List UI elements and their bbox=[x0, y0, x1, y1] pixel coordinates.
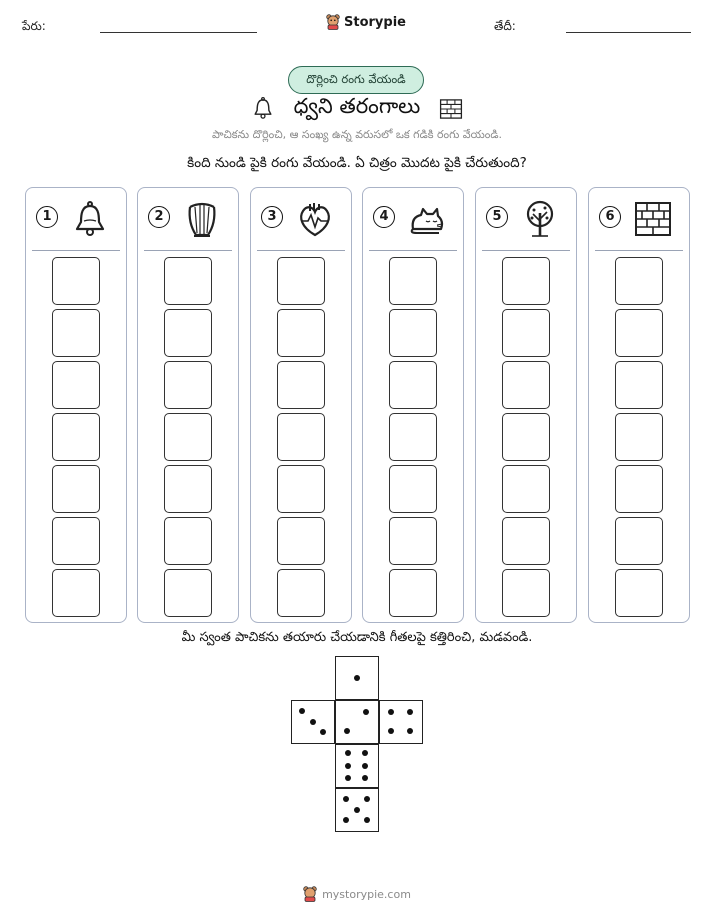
color-cell[interactable] bbox=[52, 465, 100, 513]
color-cell[interactable] bbox=[389, 465, 437, 513]
bell-icon bbox=[250, 96, 276, 122]
tree-icon bbox=[520, 199, 560, 239]
color-cell[interactable] bbox=[502, 309, 550, 357]
column-4 bbox=[362, 187, 464, 623]
color-cell[interactable] bbox=[502, 465, 550, 513]
die-face-six bbox=[335, 744, 379, 788]
column-header bbox=[363, 188, 463, 250]
color-cell[interactable] bbox=[277, 517, 325, 565]
color-cell[interactable] bbox=[615, 309, 663, 357]
color-cell[interactable] bbox=[52, 517, 100, 565]
column-2 bbox=[137, 187, 239, 623]
color-cell[interactable] bbox=[277, 309, 325, 357]
color-cell[interactable] bbox=[164, 413, 212, 461]
die-face-three bbox=[291, 700, 335, 744]
heart-icon bbox=[295, 199, 335, 239]
brick-wall-icon bbox=[438, 96, 464, 122]
color-cell[interactable] bbox=[502, 257, 550, 305]
column-header bbox=[26, 188, 126, 250]
column-number: 6 bbox=[599, 206, 621, 228]
sleeping-cat-icon bbox=[407, 199, 447, 239]
color-cell[interactable] bbox=[52, 361, 100, 409]
column-6 bbox=[588, 187, 690, 623]
die-pip bbox=[320, 729, 326, 735]
color-cell[interactable] bbox=[52, 413, 100, 461]
name-line[interactable] bbox=[100, 32, 257, 33]
cut-instruction: మీ స్వంత పాచికను తయారు చేయడానికి గీతలపై కత్తిరించి, మడవండి. bbox=[181, 630, 533, 645]
color-cell[interactable] bbox=[615, 465, 663, 513]
die-pip bbox=[364, 817, 370, 823]
title-row bbox=[0, 96, 714, 122]
die-pip bbox=[388, 709, 394, 715]
column-number: 4 bbox=[373, 206, 395, 228]
die-pip bbox=[362, 775, 368, 781]
column-3 bbox=[250, 187, 352, 623]
color-cell[interactable] bbox=[502, 361, 550, 409]
die-pip bbox=[354, 675, 360, 681]
color-cell[interactable] bbox=[502, 413, 550, 461]
color-cell[interactable] bbox=[502, 517, 550, 565]
die-pip bbox=[345, 775, 351, 781]
die-face-one bbox=[335, 656, 379, 700]
color-cell[interactable] bbox=[164, 517, 212, 565]
color-cell[interactable] bbox=[615, 413, 663, 461]
color-cell[interactable] bbox=[277, 413, 325, 461]
die-face-four bbox=[379, 700, 423, 744]
brand-logo bbox=[326, 14, 406, 30]
color-cell[interactable] bbox=[164, 257, 212, 305]
die-pip bbox=[310, 719, 316, 725]
bear-mascot-icon bbox=[326, 14, 340, 30]
column-divider bbox=[369, 250, 457, 251]
color-cell[interactable] bbox=[615, 569, 663, 617]
die-pip bbox=[354, 807, 360, 813]
harp-icon bbox=[182, 199, 222, 239]
die-pip bbox=[345, 763, 351, 769]
color-cell[interactable] bbox=[502, 569, 550, 617]
column-divider bbox=[482, 250, 570, 251]
color-cell[interactable] bbox=[164, 465, 212, 513]
column-header bbox=[476, 188, 576, 250]
color-cell[interactable] bbox=[277, 361, 325, 409]
die-pip bbox=[388, 728, 394, 734]
bear-mascot-icon bbox=[303, 886, 317, 902]
die-pip bbox=[407, 709, 413, 715]
color-cell[interactable] bbox=[615, 361, 663, 409]
date-label: తేదీ: bbox=[494, 19, 516, 33]
color-cell[interactable] bbox=[389, 257, 437, 305]
color-cell[interactable] bbox=[52, 309, 100, 357]
die-pip bbox=[364, 796, 370, 802]
column-header bbox=[138, 188, 238, 250]
die-pip bbox=[362, 750, 368, 756]
color-cell[interactable] bbox=[389, 361, 437, 409]
column-header bbox=[251, 188, 351, 250]
die-pip bbox=[344, 728, 350, 734]
color-cell[interactable] bbox=[52, 257, 100, 305]
die-pip bbox=[343, 796, 349, 802]
die-pip bbox=[407, 728, 413, 734]
column-divider bbox=[595, 250, 683, 251]
die-pip bbox=[345, 750, 351, 756]
column-number: 2 bbox=[148, 206, 170, 228]
column-divider bbox=[257, 250, 345, 251]
color-cell[interactable] bbox=[164, 309, 212, 357]
die-pip bbox=[343, 817, 349, 823]
color-cell[interactable] bbox=[389, 413, 437, 461]
column-number: 5 bbox=[486, 206, 508, 228]
name-label: పేరు: bbox=[22, 19, 46, 33]
die-pip bbox=[363, 709, 369, 715]
die-face-two bbox=[335, 700, 379, 744]
column-1 bbox=[25, 187, 127, 623]
column-5 bbox=[475, 187, 577, 623]
footer bbox=[0, 886, 714, 902]
footer-url[interactable]: mystorypie.com bbox=[322, 887, 411, 901]
die-face-five bbox=[335, 788, 379, 832]
die-pip bbox=[362, 763, 368, 769]
date-line[interactable] bbox=[566, 32, 691, 33]
roll-and-color-badge: దొర్లించి రంగు వేయండి bbox=[288, 66, 424, 94]
color-cell[interactable] bbox=[52, 569, 100, 617]
color-cell[interactable] bbox=[277, 465, 325, 513]
brand-name: Storypie bbox=[344, 14, 406, 30]
instruction: కింది నుండి పైకి రంగు వేయండి. ఏ చిత్రం మొదట పైకి చేరుతుంది? bbox=[187, 155, 527, 171]
column-number: 3 bbox=[261, 206, 283, 228]
color-cell[interactable] bbox=[389, 569, 437, 617]
color-cell[interactable] bbox=[389, 309, 437, 357]
subtitle: పాచికను దొర్లించి, ఆ సంఖ్య ఉన్న వరుసలో ఒక గడికి రంగు వేయండి. bbox=[212, 128, 502, 141]
color-cell[interactable] bbox=[389, 517, 437, 565]
column-number: 1 bbox=[36, 206, 58, 228]
color-cell[interactable] bbox=[164, 569, 212, 617]
column-divider bbox=[32, 250, 120, 251]
color-cell[interactable] bbox=[277, 257, 325, 305]
color-cell[interactable] bbox=[615, 517, 663, 565]
brick-wall-icon bbox=[633, 199, 673, 239]
page-title: ధ్వని తరంగాలు bbox=[293, 94, 421, 118]
color-cell[interactable] bbox=[615, 257, 663, 305]
bell-icon bbox=[70, 199, 110, 239]
die-pip bbox=[299, 708, 305, 714]
color-cell[interactable] bbox=[277, 569, 325, 617]
column-header bbox=[589, 188, 689, 250]
column-divider bbox=[144, 250, 232, 251]
color-cell[interactable] bbox=[164, 361, 212, 409]
